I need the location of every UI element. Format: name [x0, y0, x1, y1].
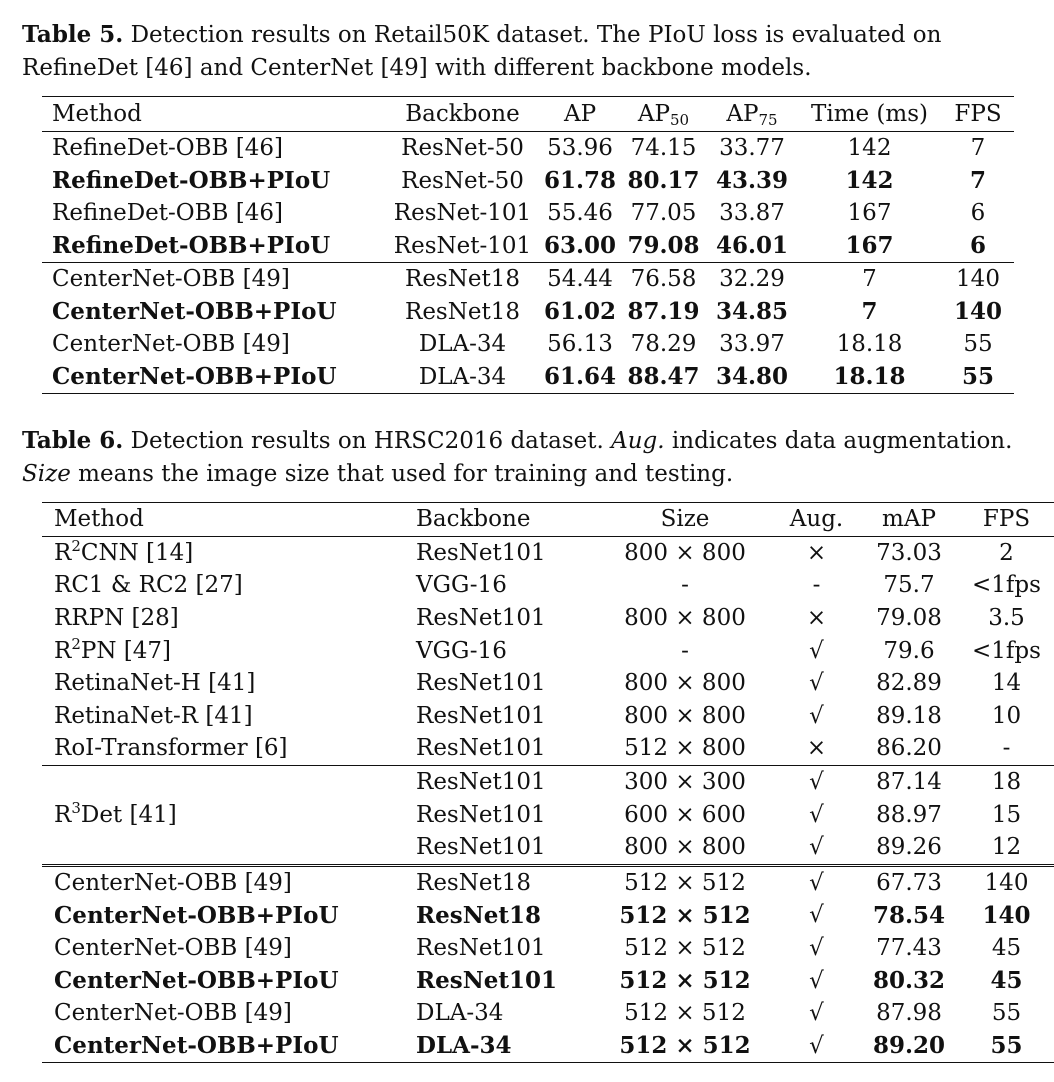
backbone-cell: VGG-16 — [416, 637, 507, 664]
method-cell: RefineDet-OBB+PIoU — [52, 167, 331, 195]
table5-header-time: Time (ms) — [811, 101, 928, 127]
table5-header-ap75: $AP_{75}$ — [726, 101, 778, 129]
method-cell: CenterNet-OBB [49] — [54, 935, 292, 962]
method-cell: CenterNet-OBB [49] — [42, 865, 406, 899]
fps-cell: 55 — [990, 1032, 1023, 1060]
backbone-cell: ResNet-101 — [393, 200, 532, 227]
backbone-cell: ResNet101 — [416, 735, 546, 762]
backbone-cell: ResNet101 — [416, 834, 546, 861]
ap-cell: 61.78 — [543, 167, 617, 195]
size-cell: - — [681, 572, 689, 599]
fps-cell: 12 — [991, 834, 1022, 861]
fps-cell: 140 — [956, 266, 1000, 293]
fps-cell: 10 — [991, 702, 1022, 729]
fps-cell: 2 — [999, 539, 1014, 566]
method-cell: RC1 & RC2 [27] — [54, 572, 243, 599]
map-cell: 67.73 — [859, 865, 959, 899]
aug-cell: √ — [774, 865, 859, 899]
table-row — [42, 700, 1054, 733]
fps-cell: 140 — [953, 298, 1002, 326]
ap75-cell: 33.87 — [719, 200, 785, 227]
fps-cell: 55 — [963, 331, 993, 358]
ap50-cell: 88.47 — [627, 363, 700, 391]
table6-header-row — [42, 503, 1054, 537]
table5-header-row — [42, 97, 1014, 132]
aug-cell: √ — [809, 1000, 824, 1027]
ap75-cell: 46.01 — [715, 232, 789, 260]
backbone-cell: DLA-34 — [416, 1000, 504, 1027]
backbone-cell: ResNet18 — [405, 298, 520, 325]
size-cell: 800 × 800 — [624, 605, 746, 632]
ap75-cell: 34.85 — [715, 298, 789, 326]
backbone-cell: ResNet-50 — [401, 167, 524, 194]
backbone-cell: ResNet101 — [416, 702, 546, 729]
map-cell: 89.26 — [876, 834, 942, 861]
aug-cell: × — [806, 539, 827, 566]
table6-header-size: Size — [660, 506, 710, 533]
ap-cell: 55.46 — [547, 200, 613, 227]
map-cell: 73.03 — [876, 539, 942, 566]
method-cell: CenterNet-OBB+PIoU — [54, 967, 339, 995]
fps-cell: 55 — [991, 1000, 1022, 1027]
map-cell: 78.54 — [872, 901, 946, 929]
method-cell: RRPN [28] — [54, 605, 179, 632]
size-cell: 512 × 800 — [624, 735, 746, 762]
aug-cell: √ — [809, 1032, 824, 1059]
ap75-cell: 32.29 — [719, 266, 785, 293]
ap-cell: 61.64 — [543, 363, 617, 391]
table5-header-fps: FPS — [954, 101, 1002, 127]
table-row — [42, 932, 1054, 965]
backbone-cell: ResNet101 — [416, 670, 546, 697]
map-cell: 75.7 — [883, 572, 935, 599]
method-cell: RoI-Transformer [6] — [54, 735, 288, 762]
map-cell: 79.6 — [883, 637, 935, 664]
table5-header-backbone: Backbone — [405, 101, 520, 127]
backbone-cell: DLA-34 — [418, 363, 507, 390]
size-cell: 512 × 512 — [596, 865, 774, 899]
table5-caption-text: Detection results on Retail50K dataset. The PIoU loss is evaluated on RefineDet [46] and CenterNet [49] with different backbone models. — [22, 22, 942, 81]
table-row — [42, 997, 1054, 1030]
fps-cell: 6 — [969, 232, 986, 260]
table-row — [42, 899, 1054, 932]
aug-cell: × — [806, 605, 827, 632]
backbone-cell: ResNet18 — [405, 266, 520, 293]
table6 — [42, 502, 1054, 1063]
map-cell: 86.20 — [876, 735, 942, 762]
ap-cell: 53.96 — [547, 135, 613, 162]
table5-header-method: Method — [52, 101, 142, 127]
size-cell: 300 × 300 — [596, 765, 774, 798]
aug-cell: √ — [809, 637, 824, 664]
size-cell: 800 × 800 — [624, 539, 746, 566]
ap50-cell: 74.15 — [630, 135, 697, 162]
table6-body — [42, 536, 1054, 1063]
size-cell: 512 × 512 — [619, 901, 751, 929]
aug-cell: × — [806, 735, 827, 762]
fps-cell: 6 — [970, 200, 986, 227]
aug-cell: √ — [809, 935, 824, 962]
ap50-cell: 76.58 — [630, 266, 697, 293]
table-row — [42, 197, 1014, 230]
ap50-cell: 79.08 — [627, 232, 700, 260]
map-cell: 89.18 — [876, 702, 942, 729]
fps-cell: 7 — [970, 135, 986, 162]
ap-cell: 61.02 — [543, 298, 617, 326]
size-cell: 512 × 512 — [624, 1000, 746, 1027]
time-cell: 18.18 — [833, 363, 906, 391]
table-row — [42, 230, 1014, 263]
table5-header-ap50: $AP_{50}$ — [637, 101, 690, 129]
method-cell: $R^3Det$ [41] — [42, 765, 406, 865]
table6-header-backbone: Backbone — [416, 506, 531, 533]
method-cell: CenterNet-OBB+PIoU — [54, 901, 339, 929]
table-row — [42, 361, 1014, 394]
map-cell: 80.32 — [872, 967, 946, 995]
size-cell: 600 × 600 — [624, 801, 746, 828]
time-cell: 142 — [845, 167, 894, 195]
size-cell: 800 × 800 — [624, 670, 746, 697]
map-cell: 82.89 — [876, 670, 942, 697]
fps-cell: 15 — [991, 801, 1022, 828]
fps-cell: 140 — [982, 901, 1031, 929]
table-row — [42, 732, 1054, 765]
ap-cell: 63.00 — [543, 232, 617, 260]
fps-cell: <1fps — [972, 572, 1041, 599]
ap-cell: 56.13 — [547, 331, 613, 358]
aug-cell: √ — [809, 702, 824, 729]
method-cell: $R^2CNN$ [14] — [54, 536, 194, 566]
size-cell: 512 × 512 — [624, 935, 746, 962]
table6-caption-label: Table 6. — [22, 427, 124, 454]
table6-caption: Table 6. Detection results on HRSC2016 dataset. Aug. indicates data augmentation. Size means the image size that used for training and testing. — [22, 427, 1013, 487]
aug-cell: √ — [809, 670, 824, 697]
fps-cell: <1fps — [972, 637, 1041, 664]
aug-cell: √ — [809, 834, 824, 861]
method-cell: RetinaNet-R [41] — [54, 702, 253, 729]
aug-cell: √ — [809, 902, 824, 929]
ap50-cell: 87.19 — [627, 298, 700, 326]
ap-cell: 54.44 — [547, 266, 613, 293]
fps-cell: 45 — [991, 935, 1022, 962]
backbone-cell: VGG-16 — [416, 572, 507, 599]
fps-cell: 18 — [959, 765, 1054, 798]
method-cell: CenterNet-OBB+PIoU — [54, 1032, 339, 1060]
table5-body — [42, 132, 1014, 394]
fps-cell: 7 — [969, 167, 986, 195]
table-row — [42, 602, 1054, 635]
table-row — [42, 328, 1014, 361]
backbone-cell: DLA-34 — [418, 331, 507, 358]
aug-cell: √ — [809, 967, 824, 994]
size-cell: 512 × 512 — [619, 967, 751, 995]
ap75-cell: 33.97 — [719, 331, 785, 358]
method-cell: CenterNet-OBB+PIoU — [52, 298, 337, 326]
backbone-cell: DLA-34 — [416, 1032, 512, 1060]
size-cell: 800 × 800 — [624, 834, 746, 861]
table-row — [42, 765, 1054, 798]
backbone-cell: ResNet18 — [416, 901, 541, 929]
backbone-cell: ResNet101 — [406, 765, 596, 798]
fps-cell: 14 — [991, 670, 1022, 697]
backbone-cell: ResNet101 — [416, 967, 557, 995]
method-cell: CenterNet-OBB [49] — [52, 266, 290, 293]
ap75-cell: 34.80 — [715, 363, 789, 391]
size-cell: 512 × 512 — [619, 1032, 751, 1060]
size-cell: - — [681, 637, 689, 664]
method-cell: RefineDet-OBB+PIoU — [52, 232, 331, 260]
fps-cell: - — [1002, 735, 1011, 762]
map-cell: 87.98 — [876, 1000, 942, 1027]
method-cell: RefineDet-OBB [46] — [52, 135, 283, 162]
fps-cell: 55 — [961, 363, 994, 391]
table5 — [42, 96, 1014, 394]
table-row — [42, 667, 1054, 700]
table-row — [42, 296, 1014, 329]
map-cell: 87.14 — [859, 765, 959, 798]
fps-cell: 140 — [959, 865, 1054, 899]
aug-cell: √ — [809, 801, 824, 828]
method-cell: RefineDet-OBB [46] — [52, 200, 283, 227]
backbone-cell: ResNet101 — [416, 801, 546, 828]
time-cell: 142 — [847, 135, 892, 162]
ap50-cell: 80.17 — [627, 167, 700, 195]
method-cell: $R^2PN$ [47] — [54, 634, 171, 664]
method-cell: RetinaNet-H [41] — [54, 670, 256, 697]
map-cell: 77.43 — [876, 935, 942, 962]
table6-header-map: mAP — [882, 506, 936, 533]
table-row — [42, 964, 1054, 997]
table-row — [42, 165, 1014, 198]
table-row — [42, 634, 1054, 667]
ap50-cell: 77.05 — [630, 200, 697, 227]
method-cell: CenterNet-OBB [49] — [52, 331, 290, 358]
map-cell: 79.08 — [876, 605, 942, 632]
backbone-cell: ResNet101 — [416, 935, 546, 962]
size-cell: 800 × 800 — [624, 702, 746, 729]
table-row — [42, 536, 1054, 569]
ap75-cell: 43.39 — [715, 167, 789, 195]
table-row — [42, 1030, 1054, 1063]
time-cell: 7 — [862, 266, 877, 293]
table5-caption-label: Table 5. — [22, 21, 124, 48]
backbone-cell: ResNet18 — [406, 865, 596, 899]
ap75-cell: 33.77 — [719, 135, 785, 162]
method-cell: CenterNet-OBB [49] — [54, 1000, 292, 1027]
table-row — [42, 263, 1014, 296]
table5-caption — [22, 18, 1042, 85]
table5-header-ap: AP — [563, 101, 597, 127]
backbone-cell: ResNet-101 — [393, 232, 532, 259]
backbone-cell: ResNet-50 — [401, 135, 524, 162]
table6-header-aug: Aug. — [789, 506, 844, 533]
table-row — [42, 569, 1054, 602]
aug-cell: √ — [774, 765, 859, 798]
method-cell: CenterNet-OBB+PIoU — [52, 363, 337, 391]
fps-cell: 3.5 — [988, 605, 1025, 632]
table-row — [42, 865, 1054, 899]
map-cell: 89.20 — [872, 1032, 946, 1060]
table6-header-method: Method — [54, 506, 144, 533]
table6-header-fps: FPS — [982, 506, 1031, 533]
table-row — [42, 132, 1014, 165]
time-cell: 7 — [861, 298, 878, 326]
ap50-cell: 78.29 — [630, 331, 697, 358]
map-cell: 88.97 — [876, 801, 942, 828]
backbone-cell: ResNet101 — [416, 539, 546, 566]
time-cell: 167 — [845, 232, 894, 260]
fps-cell: 45 — [990, 967, 1023, 995]
backbone-cell: ResNet101 — [416, 605, 546, 632]
time-cell: 167 — [847, 200, 892, 227]
aug-cell: - — [812, 572, 821, 599]
time-cell: 18.18 — [836, 331, 903, 358]
